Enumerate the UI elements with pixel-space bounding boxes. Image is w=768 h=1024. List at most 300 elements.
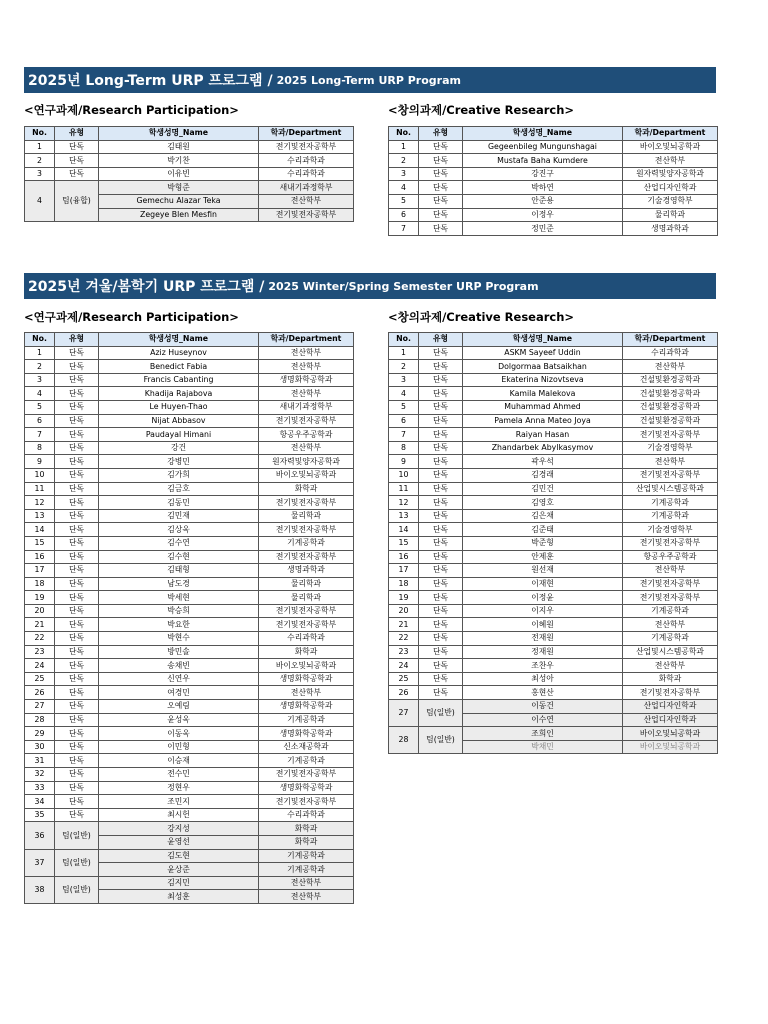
- row-number: 5: [389, 194, 419, 208]
- row-type: 단독: [55, 536, 99, 550]
- student-name: 윤영선: [99, 835, 259, 849]
- student-name: Le Huyen-Thao: [99, 400, 259, 414]
- student-department: 건설및환경공학과: [623, 414, 718, 428]
- header-name: 학생성명_Name: [463, 333, 623, 347]
- row-number: 33: [25, 781, 55, 795]
- student-name: 박세현: [99, 591, 259, 605]
- table-row: [25, 509, 354, 523]
- table-row: [389, 509, 718, 523]
- student-department: 생명과학과: [623, 222, 718, 236]
- table-row: [25, 154, 354, 168]
- student-department: 기계공학과: [259, 536, 354, 550]
- row-number: 18: [389, 577, 419, 591]
- student-department: 기계공학과: [623, 604, 718, 618]
- student-department: 전산학부: [623, 360, 718, 374]
- row-number: 27: [389, 700, 419, 727]
- row-number: 14: [25, 523, 55, 537]
- row-number: 19: [389, 591, 419, 605]
- student-name: 박현수: [99, 632, 259, 646]
- student-name: Francis Cabanting: [99, 373, 259, 387]
- row-number: 21: [389, 618, 419, 632]
- section2-subtitle: 2025 Winter/Spring Semester URP Program: [268, 279, 539, 293]
- row-type: 단독: [55, 441, 99, 455]
- row-number: 36: [25, 822, 55, 849]
- row-number: 35: [25, 808, 55, 822]
- row-number: 1: [25, 346, 55, 360]
- row-type: 팀(일반): [419, 700, 463, 727]
- student-department: 기계공학과: [259, 863, 354, 877]
- header-no: No.: [25, 127, 55, 141]
- row-type: 단독: [55, 632, 99, 646]
- table-row: [25, 387, 354, 401]
- table-row: [389, 360, 718, 374]
- table-row: [389, 181, 718, 195]
- student-department: 전기및전자공학부: [623, 536, 718, 550]
- row-type: 단독: [55, 468, 99, 482]
- table-row: [389, 496, 718, 510]
- row-number: 13: [389, 509, 419, 523]
- student-department: 수리과학과: [259, 154, 354, 168]
- table-row: [25, 536, 354, 550]
- row-number: 20: [25, 604, 55, 618]
- row-number: 9: [389, 455, 419, 469]
- student-department: 전기및전자공학부: [259, 795, 354, 809]
- table-row: [25, 754, 354, 768]
- student-department: 바이오및뇌공학과: [623, 740, 718, 754]
- table-row: [389, 659, 718, 673]
- student-department: 전기및전자공학부: [259, 768, 354, 782]
- row-number: 24: [389, 659, 419, 673]
- header-row: [389, 333, 718, 347]
- student-department: 전기및전자공학부: [623, 686, 718, 700]
- student-name: 김동민: [99, 496, 259, 510]
- row-number: 10: [389, 468, 419, 482]
- row-number: 7: [389, 222, 419, 236]
- student-department: 항공우주공학과: [259, 428, 354, 442]
- row-number: 13: [25, 509, 55, 523]
- row-number: 17: [389, 564, 419, 578]
- row-number: 38: [25, 876, 55, 903]
- row-number: 2: [389, 154, 419, 168]
- student-department: 화학과: [259, 645, 354, 659]
- table-row: [389, 167, 718, 181]
- row-type: 단독: [419, 577, 463, 591]
- row-type: 단독: [419, 181, 463, 195]
- row-type: 단독: [419, 222, 463, 236]
- table-row: [25, 700, 354, 714]
- row-number: 25: [25, 672, 55, 686]
- row-type: 단독: [419, 672, 463, 686]
- table-row: [25, 577, 354, 591]
- row-type: 팀(융합): [55, 181, 99, 222]
- student-name: 김수현: [99, 550, 259, 564]
- row-type: 단독: [419, 550, 463, 564]
- row-type: 단독: [55, 740, 99, 754]
- section2-creative-heading: <창의과제/Creative Research>: [388, 310, 575, 324]
- student-department: 기술경영학부: [623, 441, 718, 455]
- student-name: 김경래: [463, 468, 623, 482]
- student-department: 생명화학공학과: [259, 700, 354, 714]
- student-department: 생명화학공학과: [259, 373, 354, 387]
- row-type: 단독: [419, 659, 463, 673]
- row-number: 2: [389, 360, 419, 374]
- header-no: No.: [389, 333, 419, 347]
- student-department: 물리학과: [259, 591, 354, 605]
- row-number: 17: [25, 564, 55, 578]
- student-name: 강건: [99, 441, 259, 455]
- student-department: 전산학부: [623, 455, 718, 469]
- row-type: 팀(일반): [55, 876, 99, 903]
- row-type: 단독: [55, 154, 99, 168]
- table-row: [25, 876, 354, 890]
- student-name: 곽우석: [463, 455, 623, 469]
- table-row: [25, 645, 354, 659]
- student-name: 김은채: [463, 509, 623, 523]
- student-department: 전기및전자공학부: [259, 604, 354, 618]
- table-row: [389, 618, 718, 632]
- student-department: 전기및전자공학부: [259, 523, 354, 537]
- row-type: 단독: [419, 441, 463, 455]
- row-type: 단독: [419, 523, 463, 537]
- table-row: [389, 222, 718, 236]
- student-name: Paudayal Himani: [99, 428, 259, 442]
- student-name: Muhammad Ahmed: [463, 400, 623, 414]
- section2-banner: [24, 273, 716, 299]
- student-name: 정현우: [99, 781, 259, 795]
- student-department: 기계공학과: [259, 754, 354, 768]
- row-type: 팀(일반): [419, 727, 463, 754]
- row-type: 단독: [55, 754, 99, 768]
- student-department: 새내기과정학부: [259, 400, 354, 414]
- student-name: ASKM Sayeef Uddin: [463, 346, 623, 360]
- row-number: 20: [389, 604, 419, 618]
- header-department: 학과/Department: [623, 333, 718, 347]
- student-department: 생명화학공학과: [259, 672, 354, 686]
- student-department: 전산학부: [623, 564, 718, 578]
- student-name: 이재현: [463, 577, 623, 591]
- table-row: [25, 167, 354, 181]
- section2-creative-table: [388, 332, 718, 754]
- table-row: [389, 686, 718, 700]
- student-department: 산업디자인학과: [623, 181, 718, 195]
- student-department: 전산학부: [259, 360, 354, 374]
- table-row: [25, 346, 354, 360]
- student-name: 홍현산: [463, 686, 623, 700]
- student-name: Ekaterina Nizovtseva: [463, 373, 623, 387]
- header-type: 유형: [419, 127, 463, 141]
- row-number: 9: [25, 455, 55, 469]
- student-name: 이혜원: [463, 618, 623, 632]
- student-name: Zhandarbek Abylkasymov: [463, 441, 623, 455]
- student-department: 전산학부: [259, 876, 354, 890]
- row-type: 단독: [419, 591, 463, 605]
- table-row: [389, 373, 718, 387]
- section1-creative-table: [388, 126, 718, 236]
- row-number: 7: [25, 428, 55, 442]
- student-name: 김민재: [99, 509, 259, 523]
- row-type: 단독: [55, 428, 99, 442]
- student-name: 이유빈: [99, 167, 259, 181]
- row-number: 8: [25, 441, 55, 455]
- row-type: 단독: [419, 604, 463, 618]
- table-row: [389, 441, 718, 455]
- row-type: 단독: [419, 167, 463, 181]
- student-name: 김금호: [99, 482, 259, 496]
- student-name: 최성아: [463, 672, 623, 686]
- student-department: 수리과학과: [623, 346, 718, 360]
- student-department: 전기및전자공학부: [259, 414, 354, 428]
- student-department: 전산학부: [259, 387, 354, 401]
- row-type: 단독: [55, 727, 99, 741]
- table-row: [25, 496, 354, 510]
- row-number: 22: [389, 632, 419, 646]
- row-number: 31: [25, 754, 55, 768]
- student-name: 조민지: [99, 795, 259, 809]
- student-name: Pamela Anna Mateo Joya: [463, 414, 623, 428]
- student-department: 수리과학과: [259, 808, 354, 822]
- table-row: [389, 468, 718, 482]
- student-name: 윤성욱: [99, 713, 259, 727]
- section2-research-table: [24, 332, 354, 904]
- row-type: 단독: [419, 208, 463, 222]
- section1-banner: [24, 67, 716, 93]
- header-type: 유형: [55, 333, 99, 347]
- row-number: 19: [25, 591, 55, 605]
- table-row: [25, 659, 354, 673]
- student-department: 기계공학과: [623, 509, 718, 523]
- row-type: 단독: [55, 509, 99, 523]
- student-department: 생명화학공학과: [259, 727, 354, 741]
- row-number: 26: [25, 686, 55, 700]
- header-name: 학생성명_Name: [463, 127, 623, 141]
- table-row: [389, 208, 718, 222]
- student-name: 신연우: [99, 672, 259, 686]
- student-name: 김수연: [99, 536, 259, 550]
- row-number: 23: [389, 645, 419, 659]
- row-number: 22: [25, 632, 55, 646]
- row-type: 단독: [55, 523, 99, 537]
- student-department: 기술경영학부: [623, 523, 718, 537]
- row-number: 6: [389, 208, 419, 222]
- table-row: [25, 564, 354, 578]
- student-department: 물리학과: [623, 208, 718, 222]
- student-department: 원자력및양자공학과: [259, 455, 354, 469]
- student-department: 원자력및양자공학과: [623, 167, 718, 181]
- row-number: 12: [25, 496, 55, 510]
- student-name: 조희인: [463, 727, 623, 741]
- student-name: 최시헌: [99, 808, 259, 822]
- student-name: 최성훈: [99, 890, 259, 904]
- student-name: 이동건: [463, 700, 623, 714]
- table-row: [389, 194, 718, 208]
- row-type: 단독: [55, 400, 99, 414]
- table-row: [389, 672, 718, 686]
- student-name: 김민건: [463, 482, 623, 496]
- table-row: [389, 591, 718, 605]
- table-row: [389, 604, 718, 618]
- student-department: 물리학과: [259, 509, 354, 523]
- student-department: 건설및환경공학과: [623, 387, 718, 401]
- student-department: 전기및전자공학부: [259, 140, 354, 154]
- student-name: 강지성: [99, 822, 259, 836]
- student-name: 안제훈: [463, 550, 623, 564]
- student-name: 윤상준: [99, 863, 259, 877]
- row-type: 팀(일반): [55, 849, 99, 876]
- student-name: 박승희: [99, 604, 259, 618]
- row-number: 29: [25, 727, 55, 741]
- row-number: 27: [25, 700, 55, 714]
- student-department: 생명과학과: [259, 564, 354, 578]
- row-type: 단독: [419, 468, 463, 482]
- row-type: 단독: [55, 808, 99, 822]
- row-type: 단독: [419, 400, 463, 414]
- table-row: [25, 455, 354, 469]
- row-type: 단독: [55, 795, 99, 809]
- row-type: 단독: [419, 618, 463, 632]
- header-type: 유형: [55, 127, 99, 141]
- student-name: 원선재: [463, 564, 623, 578]
- row-number: 5: [25, 400, 55, 414]
- student-department: 수리과학과: [259, 167, 354, 181]
- row-type: 단독: [55, 713, 99, 727]
- student-department: 전산학부: [259, 194, 354, 208]
- row-type: 단독: [419, 346, 463, 360]
- student-department: 바이오및뇌공학과: [623, 140, 718, 154]
- row-number: 26: [389, 686, 419, 700]
- row-type: 단독: [55, 387, 99, 401]
- student-department: 산업디자인학과: [623, 700, 718, 714]
- row-type: 단독: [419, 536, 463, 550]
- header-no: No.: [389, 127, 419, 141]
- student-department: 산업및시스템공학과: [623, 482, 718, 496]
- student-name: Gegeenbileg Mungunshagai: [463, 140, 623, 154]
- table-row: [389, 727, 718, 741]
- student-department: 전산학부: [259, 441, 354, 455]
- row-type: 단독: [55, 455, 99, 469]
- row-number: 28: [25, 713, 55, 727]
- table-row: [25, 781, 354, 795]
- row-type: 단독: [419, 496, 463, 510]
- student-department: 전기및전자공학부: [259, 496, 354, 510]
- student-name: 여경민: [99, 686, 259, 700]
- row-type: 단독: [55, 700, 99, 714]
- student-department: 기계공학과: [259, 713, 354, 727]
- row-type: 단독: [55, 659, 99, 673]
- student-name: 김영호: [463, 496, 623, 510]
- row-number: 18: [25, 577, 55, 591]
- row-type: 단독: [55, 604, 99, 618]
- row-number: 3: [389, 373, 419, 387]
- student-department: 바이오및뇌공학과: [259, 659, 354, 673]
- table-row: [389, 645, 718, 659]
- row-type: 단독: [419, 387, 463, 401]
- row-type: 단독: [419, 140, 463, 154]
- student-department: 전기및전자공학부: [259, 208, 354, 222]
- row-number: 21: [25, 618, 55, 632]
- student-name: 정민준: [463, 222, 623, 236]
- student-department: 기계공학과: [623, 496, 718, 510]
- table-row: [25, 632, 354, 646]
- table-row: [389, 550, 718, 564]
- row-number: 16: [25, 550, 55, 564]
- student-name: 정재원: [463, 645, 623, 659]
- row-type: 단독: [55, 577, 99, 591]
- table-row: [25, 740, 354, 754]
- row-type: 단독: [55, 645, 99, 659]
- student-department: 신소재공학과: [259, 740, 354, 754]
- header-row: [25, 127, 354, 141]
- row-type: 단독: [55, 550, 99, 564]
- student-department: 전산학부: [259, 346, 354, 360]
- row-number: 28: [389, 727, 419, 754]
- student-name: 오예림: [99, 700, 259, 714]
- header-type: 유형: [419, 333, 463, 347]
- row-number: 14: [389, 523, 419, 537]
- row-type: 단독: [55, 140, 99, 154]
- table-row: [25, 591, 354, 605]
- header-name: 학생성명_Name: [99, 127, 259, 141]
- student-name: Raiyan Hasan: [463, 428, 623, 442]
- table-row: [389, 387, 718, 401]
- student-department: 기계공학과: [623, 632, 718, 646]
- table-row: [389, 523, 718, 537]
- row-number: 8: [389, 441, 419, 455]
- row-type: 단독: [419, 632, 463, 646]
- student-department: 산업디자인학과: [623, 713, 718, 727]
- table-row: [389, 346, 718, 360]
- student-department: 전산학부: [259, 686, 354, 700]
- student-name: 김가희: [99, 468, 259, 482]
- student-name: 방민솔: [99, 645, 259, 659]
- row-type: 단독: [419, 455, 463, 469]
- table-row: [389, 482, 718, 496]
- table-row: [25, 181, 354, 195]
- student-department: 화학과: [259, 822, 354, 836]
- row-type: 단독: [55, 618, 99, 632]
- row-type: 단독: [55, 768, 99, 782]
- student-department: 수리과학과: [259, 632, 354, 646]
- row-type: 단독: [419, 154, 463, 168]
- student-name: 강병민: [99, 455, 259, 469]
- table-row: [25, 713, 354, 727]
- row-type: 단독: [419, 373, 463, 387]
- row-number: 4: [389, 181, 419, 195]
- student-department: 전산학부: [623, 154, 718, 168]
- table-row: [25, 727, 354, 741]
- section2-title: 2025년 겨울/봄학기 URP 프로그램 /: [28, 279, 265, 295]
- student-department: 전산학부: [259, 890, 354, 904]
- row-number: 3: [25, 373, 55, 387]
- student-department: 화학과: [623, 672, 718, 686]
- table-row: [25, 140, 354, 154]
- student-department: 바이오및뇌공학과: [623, 727, 718, 741]
- row-type: 단독: [55, 672, 99, 686]
- section1-research-table: [24, 126, 354, 222]
- row-number: 23: [25, 645, 55, 659]
- table-row: [25, 441, 354, 455]
- row-number: 6: [25, 414, 55, 428]
- row-number: 1: [389, 140, 419, 154]
- student-department: 산업및시스템공학과: [623, 645, 718, 659]
- row-number: 4: [25, 181, 55, 222]
- student-department: 전산학부: [623, 618, 718, 632]
- header-department: 학과/Department: [259, 333, 354, 347]
- student-department: 건설및환경공학과: [623, 400, 718, 414]
- row-type: 팀(일반): [55, 822, 99, 849]
- header-name: 학생성명_Name: [99, 333, 259, 347]
- student-name: Zegeye Blen Mesfin: [99, 208, 259, 222]
- table-row: [25, 849, 354, 863]
